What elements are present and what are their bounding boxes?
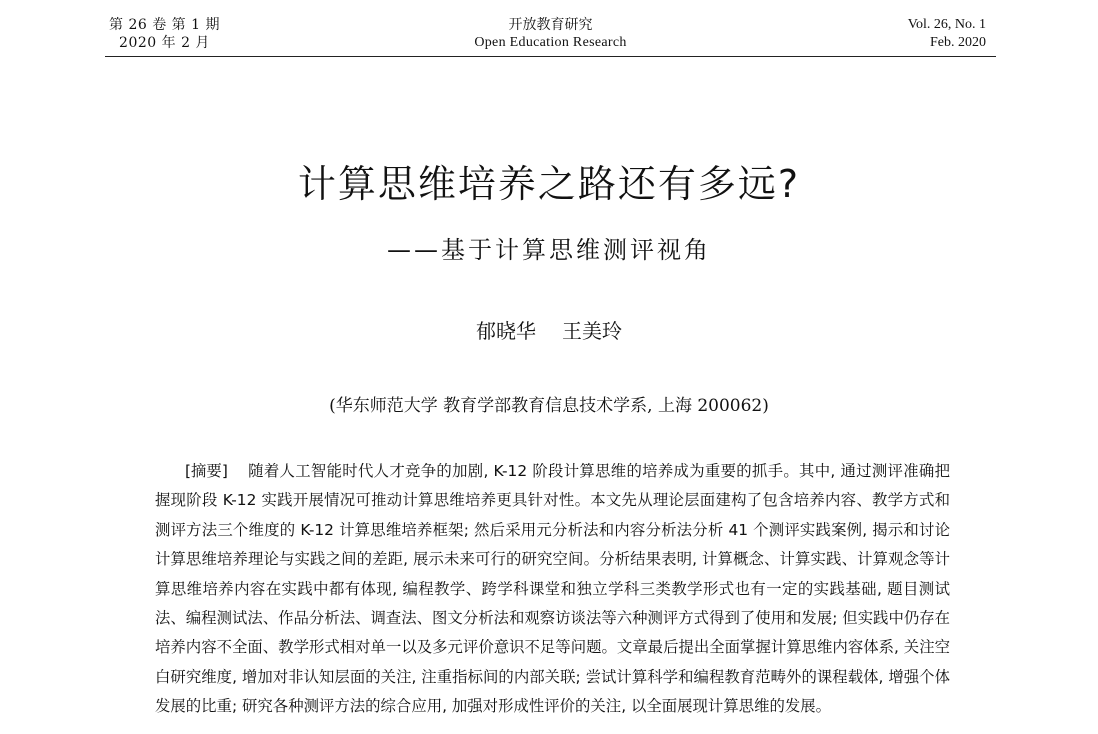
- abstract: [155, 457, 950, 722]
- author-name: 王美玲: [562, 319, 622, 343]
- journal-name-cn: 开放教育研究: [508, 17, 593, 33]
- abstract-label: [摘要]: [185, 462, 228, 480]
- volume-issue-line-en: Vol. 26, No. 1: [907, 17, 986, 32]
- affiliation: (华东师范大学 教育学部教育信息技术学系, 上海 200062): [329, 396, 769, 416]
- author-list: [0, 317, 1098, 345]
- article-title: 计算思维培养之路还有多远?: [297, 162, 801, 206]
- abstract-text: 随着人工智能时代人才竞争的加剧, K-12 阶段计算思维的培养成为重要的抓手。其中, 通过测评准确把握现阶段 K-12 实践开展情况可推动计算思维培养更具针对性。本文先从理论层面建构了包含培养内容、教学方式和测评方法三个维度的 K-12 计算思维培养框架; 然后采用元分析法和内容分析法分析 41 个测评实践案例, 揭示和讨论计算思维培养理论与实践之间的差距, 展示未来可行的研究空间。分析结果表明, 计算概念、计算实践、计算观念等计算思维培养内容在实践中都有体现, 编程教学、跨学科课堂和独立学科三类教学形式也有一定的实践基础, 题目测试法、编程测试法、作品分析法、调查法、图文分析法和观察访谈法等六种测评方式得到了使用和发展; 但实践中仍存在培养内容不全面、教学形式相对单一以及多元评价意识不足等问题。文章最后提出全面掌握计算思维内容体系, 关注空白研究维度, 增加对非认知层面的关注, 注重指标间的内部关联; 尝试计算科学和编程教育范畴外的课程载体, 增强个体发展的比重; 研究各种测评方法的综合应用, 加强对形成性评价的关注, 以全面展现计算思维的发展。: [155, 462, 951, 716]
- journal-name: [105, 16, 996, 52]
- date-line-cn: 2020 年 2 月: [119, 35, 210, 51]
- article-subtitle: ——基于计算思维测评视角: [387, 236, 711, 264]
- journal-name-en: Open Education Research: [474, 35, 627, 50]
- author-name: 郁晓华: [476, 319, 536, 343]
- volume-issue-line: 第 26 卷 第 1 期: [109, 17, 220, 33]
- abstract-label-text: 摘要: [191, 462, 222, 480]
- date-line-en: Feb. 2020: [930, 35, 986, 50]
- running-header: [105, 14, 996, 57]
- volume-issue-en: [908, 16, 986, 52]
